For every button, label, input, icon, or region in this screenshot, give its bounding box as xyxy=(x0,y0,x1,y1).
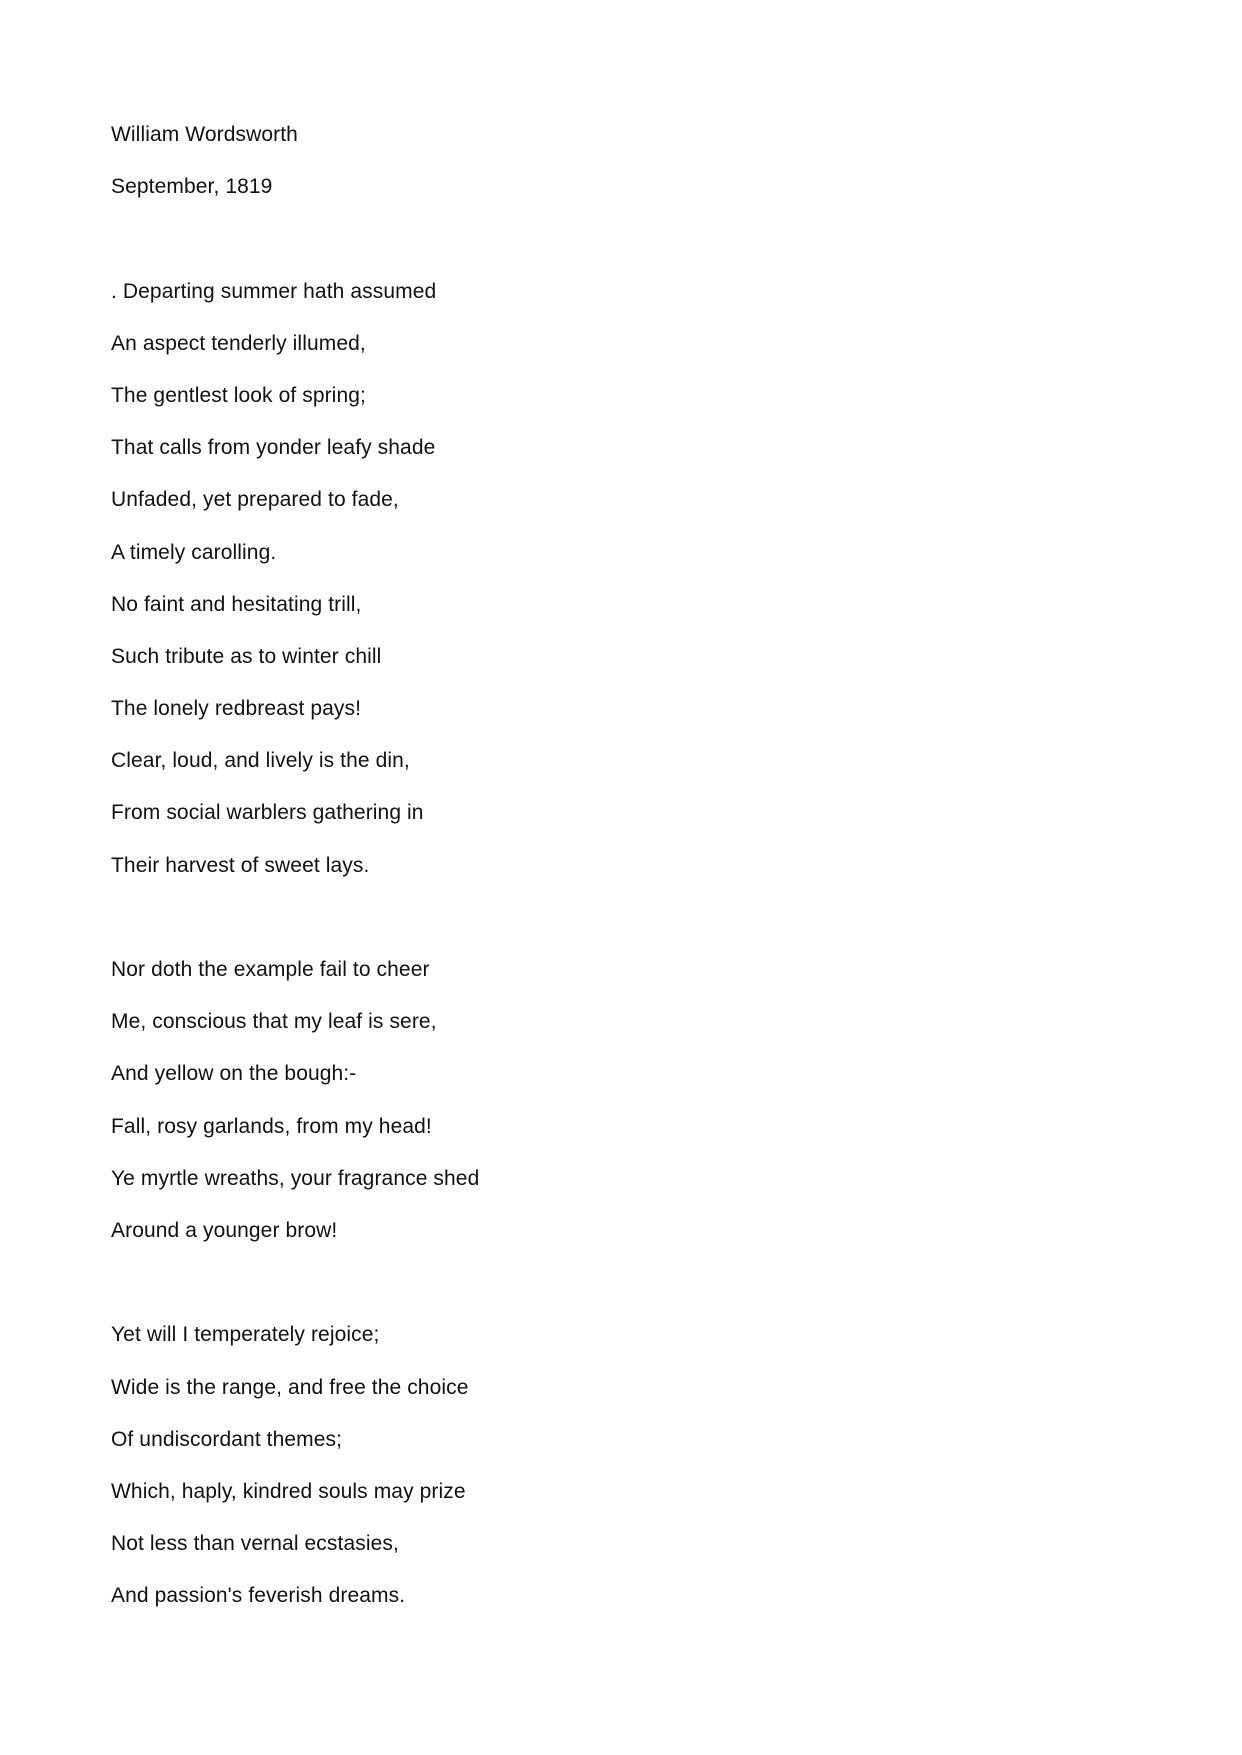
stanza-break xyxy=(111,1257,1111,1309)
poem-line: That calls from yonder leafy shade xyxy=(111,436,436,460)
poem-line: Me, conscious that my leaf is sere, xyxy=(111,1010,437,1034)
poem-line: And yellow on the bough:- xyxy=(111,1062,357,1086)
poem-line: Of undiscordant themes; xyxy=(111,1427,343,1451)
poem-line: An aspect tenderly illumed, xyxy=(111,331,366,355)
stanza-2 xyxy=(111,944,1111,1257)
poem-line: Not less than vernal ecstasies, xyxy=(111,1532,399,1556)
poem-line: And passion's feverish dreams. xyxy=(111,1584,406,1608)
poem-line: The gentlest look of spring; xyxy=(111,383,366,407)
poem-line: Nor doth the example fail to cheer xyxy=(111,958,430,981)
poem-line: Such tribute as to winter chill xyxy=(111,644,382,668)
poem-line: Fall, rosy garlands, from my head! xyxy=(111,1114,432,1138)
poem-line: Their harvest of sweet lays. xyxy=(111,853,370,877)
poem-line: Which, haply, kindred souls may prize xyxy=(111,1479,466,1503)
poem-line: Clear, loud, and lively is the din, xyxy=(111,749,410,773)
poem-line: From social warblers gathering in xyxy=(111,801,424,825)
poem-line: The lonely redbreast pays! xyxy=(111,697,362,721)
stanza-3 xyxy=(111,1309,1111,1622)
poem-line: No faint and hesitating trill, xyxy=(111,592,362,616)
poem-line: A timely carolling. xyxy=(111,540,277,564)
poem-line: . Departing summer hath assumed xyxy=(111,279,437,303)
poem-line: Yet will I temperately rejoice; xyxy=(111,1323,380,1347)
document-body xyxy=(111,109,1111,1622)
spacer xyxy=(111,213,1111,265)
author-name: William Wordsworth xyxy=(111,123,298,146)
stanza-break xyxy=(111,892,1111,944)
poem-line: Around a younger brow! xyxy=(111,1218,338,1242)
poem-line: Wide is the range, and free the choice xyxy=(111,1375,469,1399)
poem-date: September, 1819 xyxy=(111,175,273,199)
stanza-1 xyxy=(111,266,1111,892)
poem-line: Ye myrtle wreaths, your fragrance shed xyxy=(111,1166,480,1190)
poem-line: Unfaded, yet prepared to fade, xyxy=(111,488,399,512)
